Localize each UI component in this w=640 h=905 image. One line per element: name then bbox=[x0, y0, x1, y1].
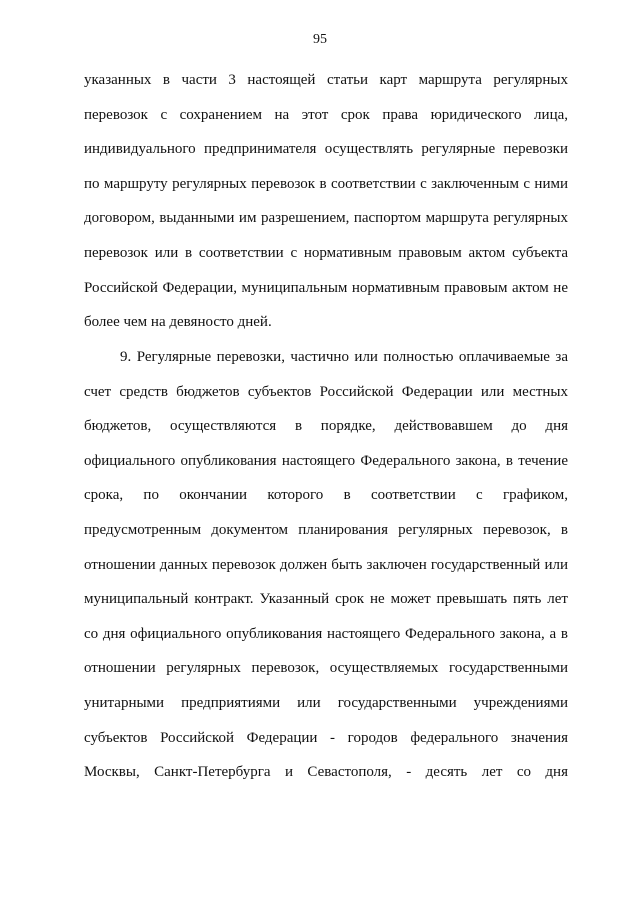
text-line: муниципальный контракт. Указанный срок не может превышать пять лет bbox=[84, 591, 568, 608]
text-line: по маршруту регулярных перевозок в соответствии с заключенным с ними bbox=[84, 175, 568, 192]
text-line: отношении регулярных перевозок, осуществляемых государственными bbox=[84, 660, 568, 677]
text-line: указанных в части 3 настоящей статьи карт маршрута регулярных bbox=[84, 72, 568, 88]
text-line: индивидуального предпринимателя осуществлять регулярные перевозки bbox=[84, 141, 568, 158]
text-line: перевозок или в соответствии с нормативным правовым актом субъекта bbox=[84, 244, 568, 261]
text-line: унитарными предприятиями или государственными учреждениями bbox=[84, 694, 568, 711]
text-line: счет средств бюджетов субъектов Российской Федерации или местных bbox=[84, 383, 568, 400]
text-line: официального опубликования настоящего Федерального закона, в течение bbox=[84, 452, 568, 469]
text-line: договором, выданными им разрешением, паспортом маршрута регулярных bbox=[84, 210, 568, 227]
text-line: со дня официального опубликования настоящего Федерального закона, а в bbox=[84, 625, 568, 642]
text-line: 9. Регулярные перевозки, частично или полностью оплачиваемые за bbox=[120, 349, 568, 365]
text-line: субъектов Российской Федерации - городов федерального значения bbox=[84, 729, 568, 746]
paragraph-continuation bbox=[84, 63, 568, 340]
text-line: Российской Федерации, муниципальным нормативным правовым актом не bbox=[84, 279, 568, 296]
text-line: Москвы, Санкт-Петербурга и Севастополя, - десять лет со дня bbox=[84, 764, 568, 781]
text-line: перевозок с сохранением на этот срок права юридического лица, bbox=[84, 106, 568, 123]
paragraph-9 bbox=[84, 340, 568, 790]
text-line: отношении данных перевозок должен быть заключен государственный или bbox=[84, 556, 568, 573]
text-line: срока, по окончании которого в соответствии с графиком, bbox=[84, 487, 568, 504]
text-line: предусмотренным документом планирования регулярных перевозок, в bbox=[84, 521, 568, 538]
page-number: 95 bbox=[313, 32, 327, 47]
text-line: бюджетов, осуществляются в порядке, действовавшем до дня bbox=[84, 418, 568, 435]
text-line: более чем на девяносто дней. bbox=[84, 314, 272, 331]
